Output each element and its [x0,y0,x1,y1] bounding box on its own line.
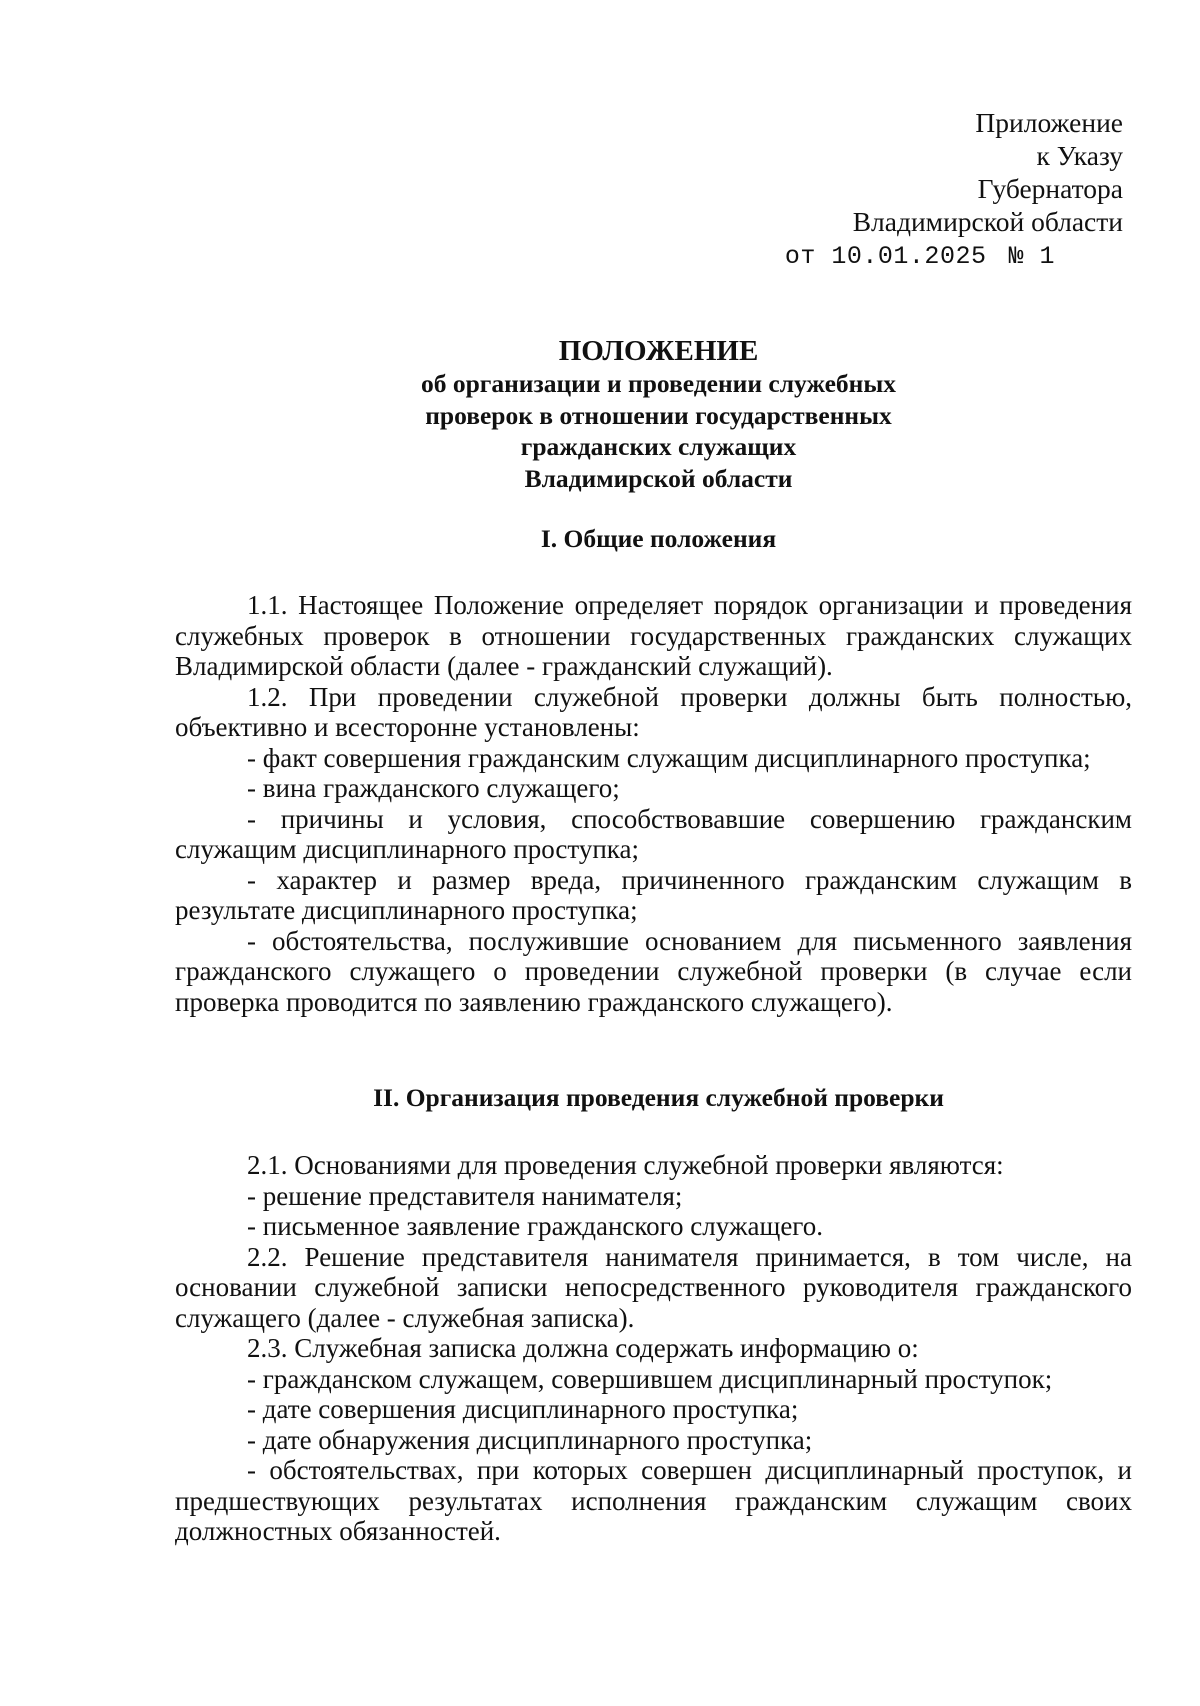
attachment-line-1: Приложение [975,107,1123,138]
list-item: - обстоятельства, послужившие основанием для письменного заявления гражданского служащего о проведении служебной проверки (в случае если проверка проводится по заявлению гражданского служащего). [175,925,1132,1017]
list-item: - причины и условия, способствовавшие совершению гражданским служащим дисциплинарного проступка; [175,803,1132,864]
paragraph-2-1: 2.1. Основаниями для проведения служебной проверки являются: [247,1150,1004,1180]
section-1-body [175,590,1132,1017]
attachment-line-3: Губернатора [977,173,1123,204]
paragraph-2-3: 2.3. Служебная записка должна содержать информацию о: [247,1333,919,1363]
paragraph-1-2: 1.2. При проведении служебной проверки должны быть полностью, объективно и всесторонне установлены: [175,681,1132,742]
section-1-heading: I. Общие положения [540,524,777,553]
number-sign: № [1008,242,1024,271]
title-main: ПОЛОЖЕНИЕ [558,335,759,367]
paragraph-2-2: 2.2. Решение представителя нанимателя принимается, в том числе, на основании служебной записки непосредственного руководителя гражданского служащего (далее - служебная записка). [175,1241,1132,1333]
decree-date: 10.01.2025 [831,242,987,271]
list-item: - письменное заявление гражданского служащего. [247,1211,823,1241]
title-line-3: гражданских служащих [520,432,797,461]
decree-number: 1 [1039,242,1055,271]
attachment-line-2: к Указу [1036,140,1123,171]
list-item: - гражданском служащем, совершившем дисциплинарный проступок; [247,1363,1053,1394]
list-item: - обстоятельствах, при которых совершен дисциплинарный проступок, и предшествующих результатах исполнения гражданским служащим своих должностных обязанностей. [175,1455,1132,1546]
document-title [180,334,1137,494]
list-item: - факт совершения гражданским служащим дисциплинарного проступка; [247,742,1091,773]
title-line-4: Владимирской области [524,463,793,493]
decree-date-number [785,240,1055,273]
list-item: - решение представителя нанимателя; [247,1180,683,1211]
title-line-2: проверок в отношении государственных [425,400,892,430]
list-item: - характер и размер вреда, причиненного гражданским служащим в результате дисциплинарного проступка; [175,864,1132,925]
list-item: - дате совершения дисциплинарного проступка; [247,1394,799,1424]
title-line-1: об организации и проведении служебных [420,369,897,398]
section-2-heading: II. Организация проведения служебной проверки [373,1083,944,1112]
section-2-body [175,1150,1132,1547]
date-prefix: от [784,242,816,271]
list-item: - вина гражданского служащего; [247,773,620,803]
attachment-block [785,106,1123,273]
attachment-line-4: Владимирской области [852,206,1123,237]
paragraph-1-1: 1.1. Настоящее Положение определяет порядок организации и проведения служебных проверок в отношении государственных гражданских служащих Владимирской области (далее - гражданский служащий). [175,590,1132,681]
list-item: - дате обнаружения дисциплинарного проступка; [247,1424,813,1455]
